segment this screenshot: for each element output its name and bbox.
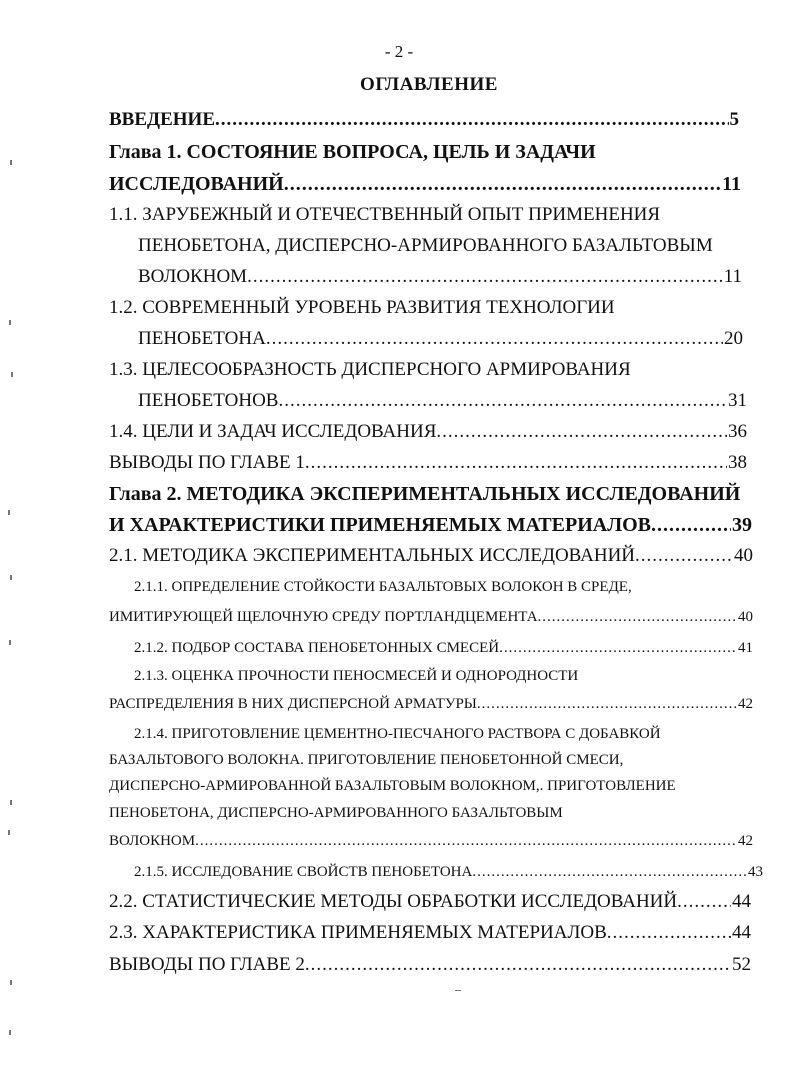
- toc-entry-2-1-2: [134, 636, 753, 660]
- toc-entry-text: Глава 1. СОСТОЯНИЕ ВОПРОСА, ЦЕЛЬ И ЗАДАЧИ: [109, 141, 596, 163]
- toc-entry-text: 2.2. СТАТИСТИЧЕСКИЕ МЕТОДЫ ОБРАБОТКИ ИССЛЕДОВАНИЙ: [109, 891, 678, 912]
- toc-page-number: 44: [732, 891, 751, 912]
- toc-page-number: 20: [724, 328, 743, 349]
- scan-speck: [9, 640, 11, 645]
- toc-entry-2-1-5: [134, 860, 763, 884]
- toc-entry-conclusions-2: [109, 953, 751, 977]
- toc-page-number: 41: [738, 640, 753, 656]
- toc-page-number: 11: [723, 266, 742, 287]
- dot-leader: [266, 327, 723, 351]
- scan-speck: [10, 800, 12, 805]
- toc-entry-text: 1.4. ЦЕЛИ И ЗАДАЧ ИССЛЕДОВАНИЯ: [109, 421, 437, 442]
- toc-entry-1-4: [109, 420, 747, 444]
- toc-page-number: 42: [738, 696, 753, 712]
- toc-page-number: 36: [728, 421, 747, 442]
- toc-entry-text: ПЕНОБЕТОНОВ: [138, 390, 279, 411]
- toc-chapter-1-heading: [109, 140, 749, 164]
- toc-entry-1-1-line-2: [138, 234, 738, 258]
- toc-page-number: 43: [748, 864, 763, 880]
- scan-speck: [8, 510, 10, 515]
- toc-page-number: 39: [732, 514, 752, 536]
- toc-entry-2-3: [109, 921, 751, 945]
- dot-leader: [305, 953, 731, 977]
- toc-entry-text: 2.1.2. ПОДБОР СОСТАВА ПЕНОБЕТОННЫХ СМЕСЕЙ: [134, 640, 500, 656]
- scan-speck: [11, 372, 13, 377]
- dot-leader: [215, 108, 729, 132]
- toc-entry-2-1-1-line-1: [134, 575, 774, 599]
- toc-entry-text: ВЫВОДЫ ПО ГЛАВЕ 1: [109, 452, 305, 473]
- page-title: ОГЛАВЛЕНИЕ: [360, 74, 498, 95]
- toc-entry-1-1: [138, 265, 742, 289]
- scan-speck: [10, 980, 12, 985]
- dot-leader: [472, 860, 747, 884]
- toc-entry-text: ВВЕДЕНИЕ: [109, 109, 215, 130]
- toc-entry-chapter-2: [109, 513, 752, 537]
- toc-entry-text: 2.1.1. ОПРЕДЕЛЕНИЕ СТОЙКОСТИ БАЗАЛЬТОВЫХ ВОЛОКОН В СРЕДЕ,: [134, 579, 632, 595]
- dot-leader: [284, 172, 721, 196]
- dot-leader: [305, 451, 727, 475]
- toc-entry-text: ВОЛОКНОМ: [138, 266, 248, 287]
- toc-entry-1-3-line-1: [109, 358, 749, 382]
- toc-entry-2-1: [109, 544, 753, 568]
- scan-speck: [455, 990, 461, 991]
- toc-entry-text: 1.2. СОВРЕМЕННЫЙ УРОВЕНЬ РАЗВИТИЯ ТЕХНОЛОГИИ: [109, 297, 615, 318]
- scan-speck: [8, 830, 10, 835]
- toc-entry-text: ИССЛЕДОВАНИЙ: [109, 173, 284, 195]
- toc-page-number: 31: [728, 390, 747, 411]
- toc-entry-1-1-line-1: [109, 203, 749, 227]
- toc-page-number: 11: [722, 173, 741, 195]
- toc-entry-conclusions-1: [109, 451, 747, 475]
- dot-leader: [436, 420, 727, 444]
- toc-chapter-2-heading: [109, 482, 769, 506]
- toc-entry-2-1-4-line-3: [109, 774, 779, 798]
- dot-leader: [247, 265, 723, 289]
- dot-leader: [607, 921, 731, 945]
- toc-entry-text: 2.3. ХАРАКТЕРИСТИКА ПРИМЕНЯЕМЫХ МАТЕРИАЛОВ: [109, 922, 607, 943]
- dot-leader: [538, 605, 737, 629]
- toc-entry-text: ВОЛОКНОМ: [109, 833, 196, 849]
- dot-leader: [195, 829, 737, 853]
- dot-leader: [477, 692, 737, 716]
- toc-entry-1-3: [138, 389, 747, 413]
- page-number: - 2 -: [384, 42, 414, 61]
- dot-leader: [677, 890, 731, 914]
- toc-entry-2-1-4-line-1: [134, 722, 784, 746]
- scan-speck: [10, 160, 12, 165]
- toc-entry-text: ПЕНОБЕТОНА, ДИСПЕРСНО-АРМИРОВАННОГО БАЗАЛЬТОВЫМ: [109, 805, 563, 821]
- toc-entry-2-1-3: [109, 692, 753, 716]
- toc-entry-text: БАЗАЛЬТОВОГО ВОЛОКНА. ПРИГОТОВЛЕНИЕ ПЕНОБЕТОННОЙ СМЕСИ,: [109, 752, 624, 768]
- toc-entry-2-1-3-line-1: [134, 664, 774, 688]
- dot-leader: [499, 636, 737, 660]
- toc-entry-text: ДИСПЕРСНО-АРМИРОВАННОЙ БАЗАЛЬТОВЫМ ВОЛОКНОМ,. ПРИГОТОВЛЕНИЕ: [109, 778, 676, 794]
- toc-page-number: 40: [734, 545, 753, 566]
- dot-leader: [278, 389, 727, 413]
- toc-entry-2-1-4-line-4: [109, 801, 769, 825]
- toc-entry-1-2-line-1: [109, 296, 749, 320]
- toc-entry-text: 2.1.3. ОЦЕНКА ПРОЧНОСТИ ПЕНОСМЕСЕЙ И ОДНОРОДНОСТИ: [134, 668, 579, 684]
- toc-page-number: 52: [732, 954, 751, 975]
- toc-entry-text: РАСПРЕДЕЛЕНИЯ В НИХ ДИСПЕРСНОЙ АРМАТУРЫ: [109, 696, 477, 712]
- toc-entry-text: 2.1.4. ПРИГОТОВЛЕНИЕ ЦЕМЕНТНО-ПЕСЧАНОГО РАСТВОРА С ДОБАВКОЙ: [134, 726, 661, 742]
- toc-page-number: 38: [728, 452, 747, 473]
- toc-entry-text: 1.1. ЗАРУБЕЖНЫЙ И ОТЕЧЕСТВЕННЫЙ ОПЫТ ПРИМЕНЕНИЯ: [109, 204, 661, 225]
- toc-entry-text: ПЕНОБЕТОНА, ДИСПЕРСНО-АРМИРОВАННОГО БАЗАЛЬТОВЫМ: [138, 235, 713, 256]
- dot-leader: [635, 544, 733, 568]
- toc-page-number: 42: [738, 833, 753, 849]
- toc-entry-2-1-1: [109, 605, 753, 629]
- toc-entry-introduction: [109, 108, 739, 132]
- toc-page-number: 5: [729, 109, 739, 130]
- toc-entry-text: ИМИТИРУЮЩЕЙ ЩЕЛОЧНУЮ СРЕДУ ПОРТЛАНДЦЕМЕНТА: [109, 609, 538, 625]
- toc-entry-1-2: [138, 327, 743, 351]
- toc-entry-text: 2.1.5. ИССЛЕДОВАНИЕ СВОЙСТВ ПЕНОБЕТОНА: [134, 864, 473, 880]
- toc-entry-2-1-4-line-2: [109, 748, 779, 772]
- scan-speck: [9, 1030, 11, 1035]
- scan-speck: [10, 575, 12, 580]
- toc-entry-text: 1.3. ЦЕЛЕСООБРАЗНОСТЬ ДИСПЕРСНОГО АРМИРОВАНИЯ: [109, 359, 631, 380]
- scan-speck: [9, 320, 11, 325]
- toc-page-number: 40: [738, 609, 753, 625]
- toc-entry-text: ВЫВОДЫ ПО ГЛАВЕ 2: [109, 954, 305, 975]
- toc-entry-2-2: [109, 890, 751, 914]
- dot-leader: [651, 513, 731, 537]
- toc-page-number: 44: [732, 922, 751, 943]
- toc-entry-text: И ХАРАКТЕРИСТИКИ ПРИМЕНЯЕМЫХ МАТЕРИАЛОВ: [109, 514, 652, 536]
- toc-entry-text: Глава 2. МЕТОДИКА ЭКСПЕРИМЕНТАЛЬНЫХ ИССЛЕДОВАНИЙ: [109, 483, 741, 505]
- toc-entry-2-1-4: [109, 829, 753, 853]
- toc-entry-text: 2.1. МЕТОДИКА ЭКСПЕРИМЕНТАЛЬНЫХ ИССЛЕДОВАНИЙ: [109, 545, 636, 566]
- toc-entry-text: ПЕНОБЕТОНА: [138, 328, 266, 349]
- toc-entry-chapter-1: [109, 172, 741, 196]
